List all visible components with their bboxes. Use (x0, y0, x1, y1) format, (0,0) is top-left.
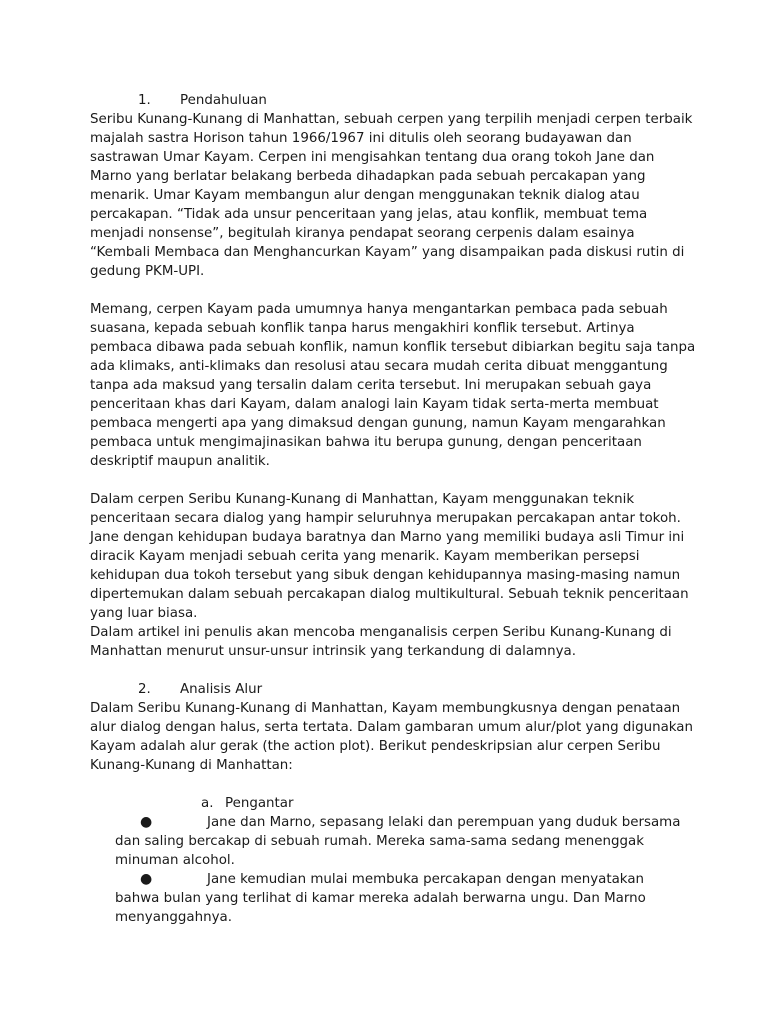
bullet-first-line: Jane dan Marno, sepasang lelaki dan perempuan yang duduk bersama (207, 815, 681, 830)
paragraph: Memang, cerpen Kayam pada umumnya hanya mengantarkan pembaca pada sebuah suasana, kepada sebuah konflik tanpa harus mengakhiri konflik tersebut. Artinya pembaca dibawa pada sebuah konflik, namun konflik tersebut dibiarkan begitu saja tanpa ada klimaks, anti-klimaks dan resolusi atau secara mudah cerita dibuat menggantung tanpa ada maksud yang tersalin dalam cerita tersebut. Ini merupakan sebuah gaya penceritaan khas dari Kayam, dalam analogi lain Kayam tidak serta-merta membuat pembaca mengerti apa yang dimaksud dengan gunung, namun Kayam mengarahkan pembaca untuk mengimajinasikan bahwa itu berupa gunung, dengan penceritaan deskriptif maupun analitik. (90, 302, 696, 469)
paragraph: Dalam artikel ini penulis akan mencoba menganalisis cerpen Seribu Kunang-Kunang di Manhattan menurut unsur-unsur intrinsik yang terkandung di dalamnya. (90, 625, 672, 659)
section-heading-pendahuluan (90, 91, 698, 110)
subsection-letter: a. (201, 796, 214, 811)
bullet-rest: bahwa bulan yang terlihat di kamar mereka adalah berwarna ungu. Dan Marno menyanggahnya. (115, 891, 646, 925)
section-number: 2. (138, 682, 151, 697)
paragraph: Dalam Seribu Kunang-Kunang di Manhattan, Kayam membungkusnya dengan penataan alur dialog dengan halus, serta tertata. Dalam gambaran umum alur/plot yang digunakan Kayam adalah alur gerak (the action plot). Berikut pendeskripsian alur cerpen Seribu Kunang-Kunang di Manhattan: (90, 701, 693, 773)
section-heading-analisis-alur (90, 680, 698, 699)
paragraph: Seribu Kunang-Kunang di Manhattan, sebuah cerpen yang terpilih menjadi cerpen terbaik majalah sastra Horison tahun 1966/1967 ini ditulis oleh seorang budayawan dan sastrawan Umar Kayam. Cerpen ini mengisahkan tentang dua orang tokoh Jane dan Marno yang berlatar belakang berbeda dihadapkan pada sebuah percakapan yang menarik. Umar Kayam membangun alur dengan menggunakan teknik dialog atau percakapan. “Tidak ada unsur penceritaan yang jelas, atau konflik, membuat tema menjadi nonsense”, begitulah kiranya pendapat seorang cerpenis dalam esainya “Kembali Membaca dan Menghancurkan Kayam” yang disampaikan pada diskusi rutin di gedung PKM-UPI. (90, 112, 693, 279)
bullet-item (90, 813, 698, 870)
bullet-rest: dan saling bercakap di sebuah rumah. Mereka sama-sama sedang menenggak minuman alcohol. (115, 834, 644, 868)
bullet-icon: ● (140, 871, 153, 887)
bullet-icon: ● (140, 814, 153, 830)
section-title: Pendahuluan (180, 93, 267, 108)
subsection-heading-pengantar (90, 794, 698, 813)
bullet-item (90, 870, 698, 927)
section-title: Analisis Alur (180, 682, 263, 697)
section-number: 1. (138, 93, 151, 108)
bullet-first-line: Jane kemudian mulai membuka percakapan dengan menyatakan (207, 872, 645, 887)
subsection-title: Pengantar (225, 796, 294, 811)
paragraph: Dalam cerpen Seribu Kunang-Kunang di Manhattan, Kayam menggunakan teknik penceritaan secara dialog yang hampir seluruhnya merupakan percakapan antar tokoh. Jane dengan kehidupan budaya baratnya dan Marno yang memiliki budaya asli Timur ini diracik Kayam menjadi sebuah cerita yang menarik. Kayam memberikan persepsi kehidupan dua tokoh tersebut yang sibuk dengan kehidupannya masing-masing namun dipertemukan dalam sebuah percakapan dialog multikultural. Sebuah teknik penceritaan yang luar biasa. (90, 492, 689, 621)
